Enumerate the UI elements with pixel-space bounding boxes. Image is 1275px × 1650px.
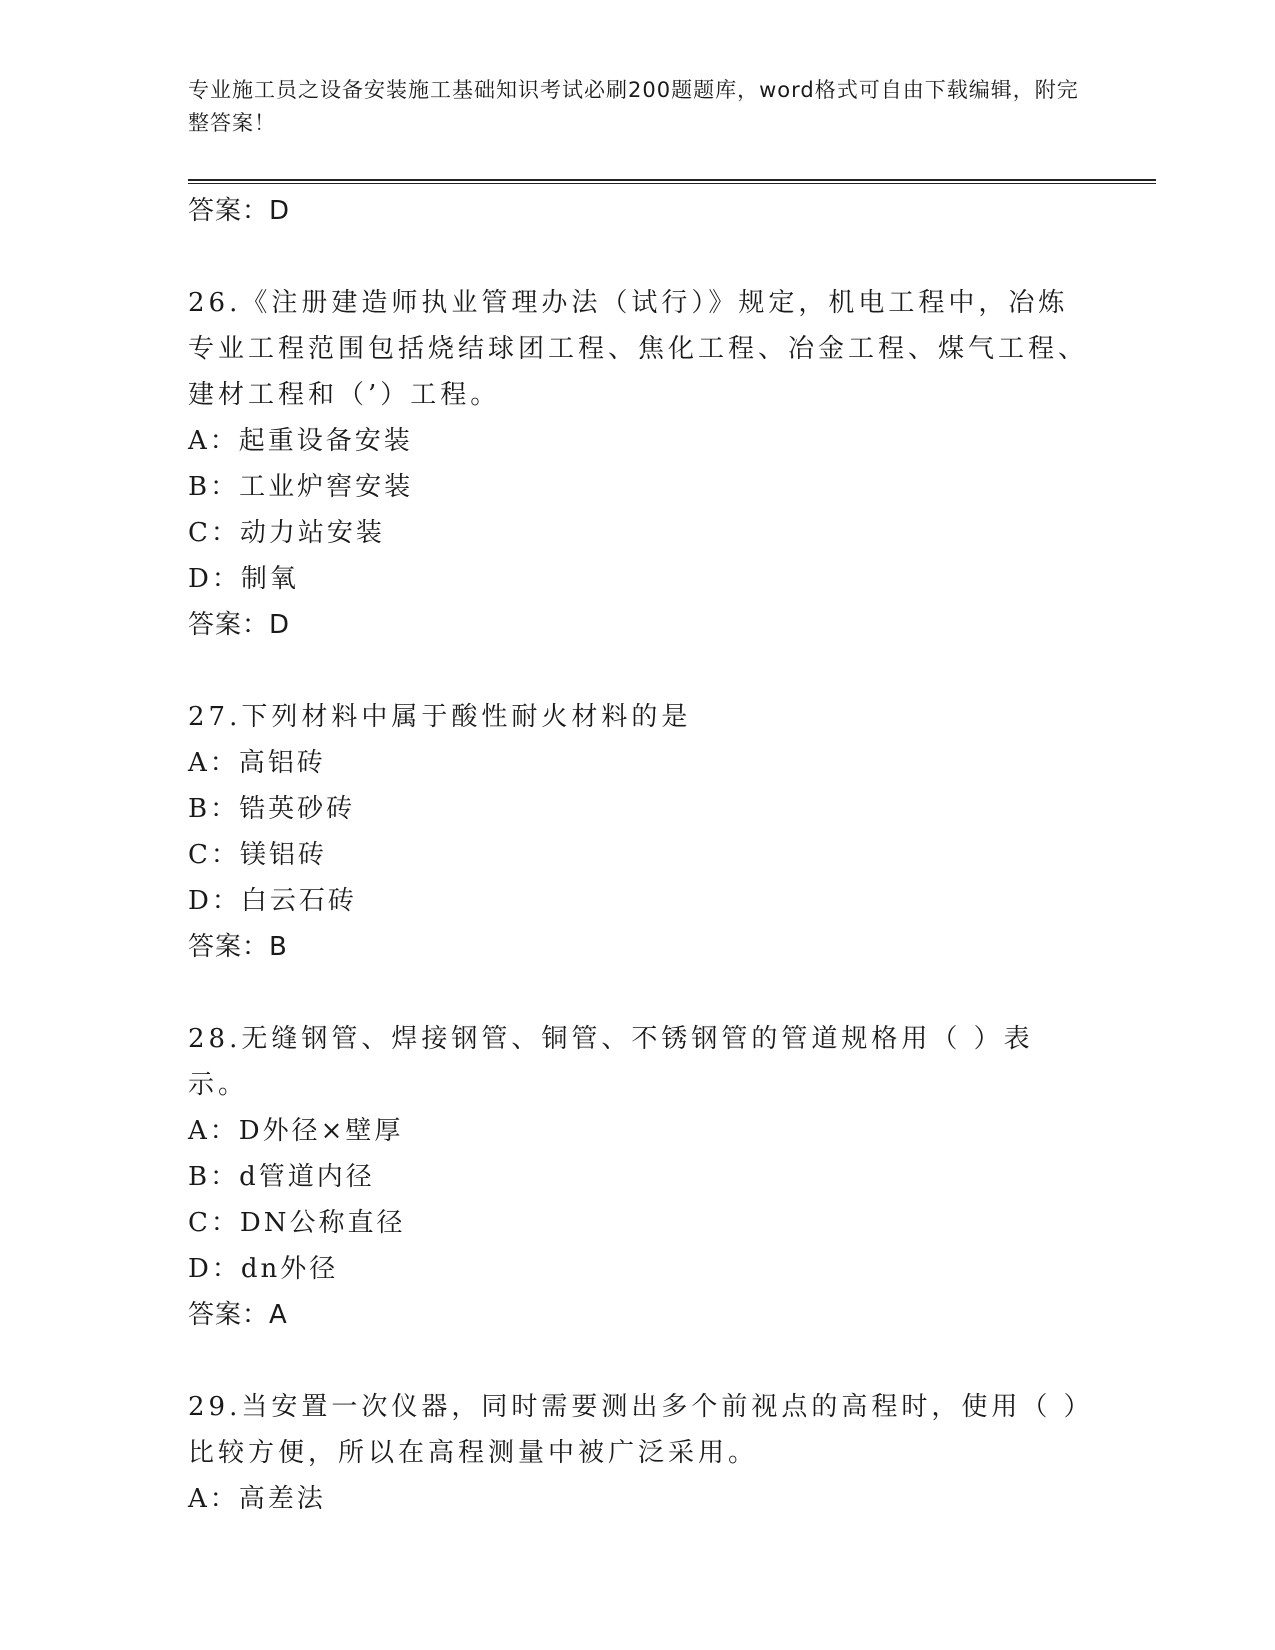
option-b: B：d管道内径 — [188, 1162, 375, 1192]
block-spacer — [188, 648, 1088, 694]
header-divider-thin — [188, 183, 1156, 184]
question-block-26 — [188, 280, 1088, 648]
option-b: B：锆英砂砖 — [188, 794, 356, 824]
question-stem: 26.《注册建造师执业管理办法（试行）》规定，机电工程中，冶炼专业工程范围包括烧结球团工程、焦化工程、冶金工程、煤气工程、建材工程和（’）工程。 — [188, 288, 1089, 410]
option-d: D：制氧 — [188, 564, 299, 594]
option-d: D：dn外径 — [188, 1254, 339, 1284]
option-a: A：起重设备安装 — [188, 426, 413, 456]
question-list — [188, 188, 1088, 1522]
question-block-27 — [188, 694, 1088, 970]
page-header-title: 专业施工员之设备安装施工基础知识考试必刷200题题库，word格式可自由下载编辑，附完整答案！ — [188, 78, 1079, 135]
question-block-29 — [188, 1384, 1088, 1522]
option-c: C：DN公称直径 — [188, 1208, 406, 1238]
question-stem: 28.无缝钢管、焊接钢管、铜管、不锈钢管的管道规格用（ ）表示。 — [188, 1024, 1034, 1100]
question-block-28 — [188, 1016, 1088, 1338]
block-spacer — [188, 234, 1088, 280]
answer-line: 答案：D — [188, 610, 291, 640]
block-spacer — [188, 1338, 1088, 1384]
answer-line: 答案：D — [188, 196, 291, 226]
question-stem: 29.当安置一次仪器，同时需要测出多个前视点的高程时，使用（ ）比较方便，所以在高程测量中被广泛采用。 — [188, 1392, 1081, 1468]
answer-line: 答案：A — [188, 1300, 288, 1330]
option-d: D：白云石砖 — [188, 886, 357, 916]
option-c: C：镁铝砖 — [188, 840, 327, 870]
option-c: C：动力站安装 — [188, 518, 385, 548]
option-a: A：高铝砖 — [188, 748, 326, 778]
option-a: A：D外径×壁厚 — [188, 1116, 404, 1146]
header-divider — [188, 179, 1156, 181]
option-a: A：高差法 — [188, 1484, 326, 1514]
question-stem: 27.下列材料中属于酸性耐火材料的是 — [188, 702, 692, 732]
answer-line: 答案：B — [188, 932, 288, 962]
option-b: B：工业炉窖安装 — [188, 472, 414, 502]
block-spacer — [188, 970, 1088, 1016]
